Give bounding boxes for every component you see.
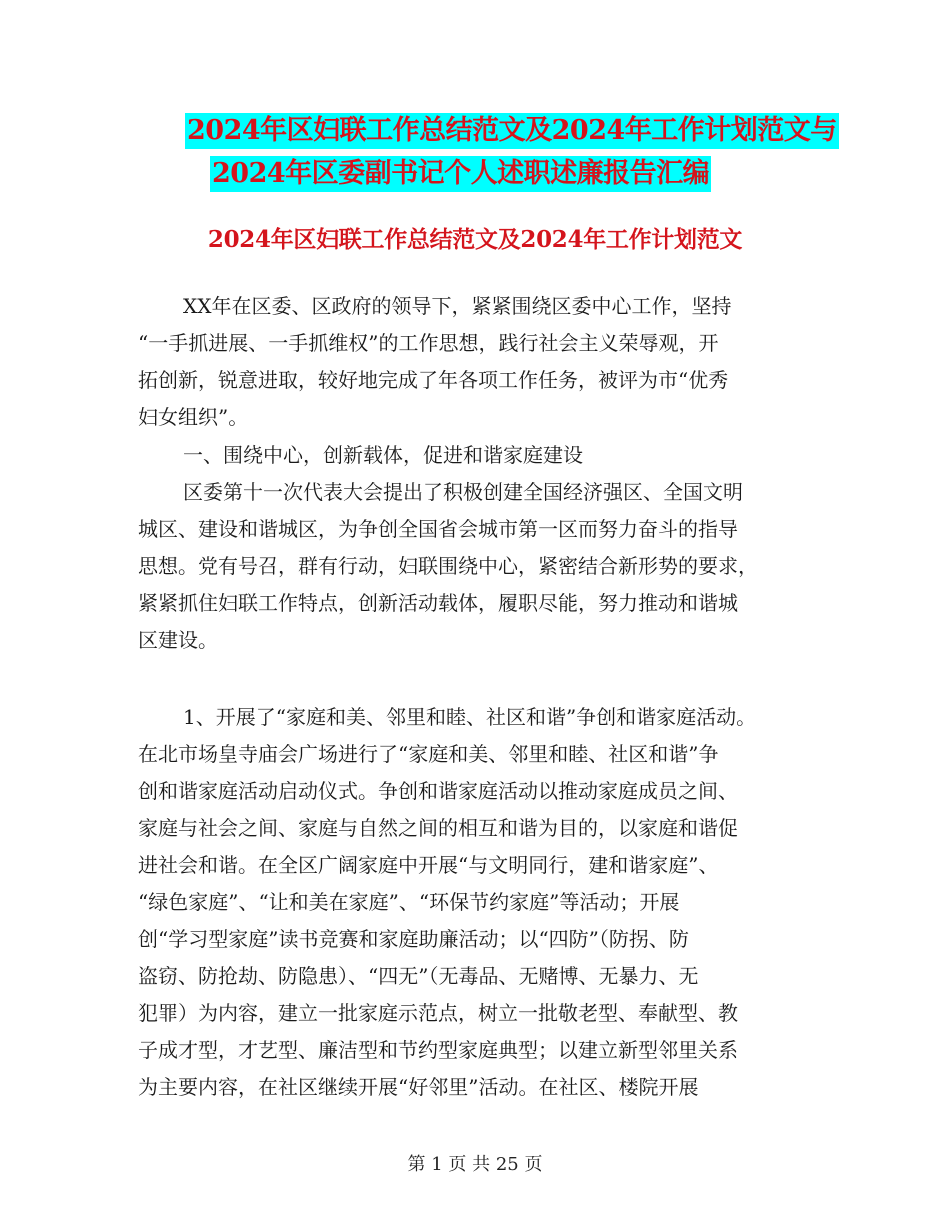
paragraph-line: 区建设。: [138, 628, 218, 652]
paragraph-line: 创和谐家庭活动启动仪式。争创和谐家庭活动以推动家庭成员之间、: [138, 779, 738, 803]
paragraph-line: 区委第十一次代表大会提出了积极创建全国经济强区、全国文明: [183, 480, 743, 504]
paragraph-line: 1、开展了“家庭和美、邻里和睦、社区和谐”争创和谐家庭活动。: [183, 705, 757, 729]
section-title: 2024年区妇联工作总结范文及2024年工作计划范文: [207, 226, 743, 253]
main-title-line-2: 2024年区委副书记个人述职述廉报告汇编: [210, 156, 711, 192]
paragraph-line: 紧紧抓住妇联工作特点，创新活动载体，履职尽能，努力推动和谐城: [138, 591, 738, 615]
paragraph-line: 创“学习型家庭”读书竞赛和家庭助廉活动；以“四防”（防拐、防: [138, 927, 689, 951]
paragraph-line: 犯罪）为内容，建立一批家庭示范点，树立一批敬老型、奉献型、教: [138, 1001, 738, 1025]
paragraph-line: 拓创新，锐意进取，较好地完成了年各项工作任务，被评为市“优秀: [138, 368, 729, 392]
paragraph-line: “一手抓进展、一手抓维权”的工作思想，践行社会主义荣辱观，开: [138, 331, 719, 355]
paragraph-line: 子成才型，才艺型、廉洁型和节约型家庭典型；以建立新型邻里关系: [138, 1038, 738, 1062]
paragraph-line: 家庭与社会之间、家庭与自然之间的相互和谐为目的，以家庭和谐促: [138, 816, 738, 840]
paragraph-line: 盗窃、防抢劫、防隐患）、“四无”（无毒品、无赌博、无暴力、无: [138, 964, 699, 988]
paragraph-line: 为主要内容，在社区继续开展“好邻里”活动。在社区、楼院开展: [138, 1075, 699, 1099]
paragraph-line: 在北市场皇寺庙会广场进行了“家庭和美、邻里和睦、社区和谐”争: [138, 742, 719, 766]
paragraph-line: 城区、建设和谐城区，为争创全国省会城市第一区而努力奋斗的指导: [138, 517, 738, 541]
paragraph-line: XX年在区委、区政府的领导下，紧紧围绕区委中心工作，坚持: [183, 294, 732, 318]
section-heading: 一、围绕中心，创新载体，促进和谐家庭建设: [183, 443, 583, 467]
page-number-footer: 第 1 页 共 25 页: [407, 1154, 543, 1175]
paragraph-line: 进社会和谐。在全区广阔家庭中开展“与文明同行，建和谐家庭”、: [138, 853, 719, 877]
paragraph-line: 妇女组织”。: [138, 405, 249, 429]
paragraph-line: 思想。党有号召，群有行动，妇联围绕中心，紧密结合新形势的要求，: [138, 554, 758, 578]
paragraph-line: “绿色家庭”、“让和美在家庭”、“环保节约家庭”等活动；开展: [138, 890, 680, 914]
main-title-line-1: 2024年区妇联工作总结范文及2024年工作计划范文与: [185, 113, 839, 149]
